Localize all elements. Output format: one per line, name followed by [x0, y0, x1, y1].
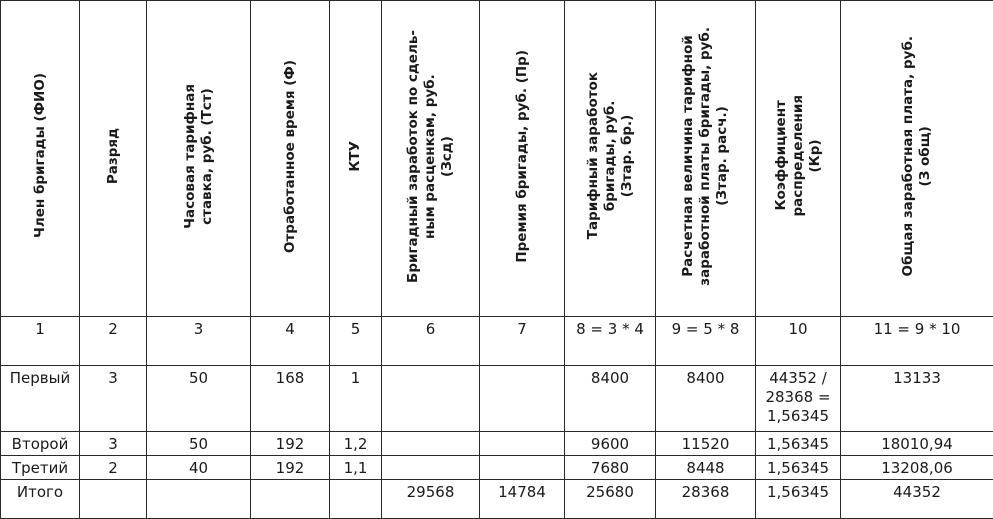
hours-cell: 192 [251, 456, 330, 480]
ktu-cell: 1 [330, 366, 382, 432]
totals-row [1, 480, 993, 519]
header-row [1, 1, 993, 317]
tariff-cell: 7680 [565, 456, 656, 480]
total-wage-cell: 18010,94 [841, 432, 993, 456]
grade-cell: 2 [80, 456, 147, 480]
column-number: 7 [480, 317, 565, 366]
bonus-cell [480, 432, 565, 456]
grade-cell: 3 [80, 432, 147, 456]
coef-cell: 1,56345 [756, 432, 841, 456]
member-name-cell: Первый [1, 366, 80, 432]
ktu-cell: 1,2 [330, 432, 382, 456]
header-total-wage: Общая заработная плата, руб. (З общ) [841, 1, 993, 317]
rate-cell [147, 480, 251, 519]
member-name-cell: Второй [1, 432, 80, 456]
header-grade: Разряд [80, 1, 147, 317]
header-ktu: КТУ [330, 1, 382, 317]
header-distribution-coef: Коэффициент распределения (Кр) [756, 1, 841, 317]
coef-cell: 1,56345 [756, 480, 841, 519]
hours-cell: 192 [251, 432, 330, 456]
rate-cell: 40 [147, 456, 251, 480]
calc-tariff-cell: 28368 [656, 480, 756, 519]
column-number: 6 [382, 317, 480, 366]
bonus-cell [480, 456, 565, 480]
tariff-cell: 8400 [565, 366, 656, 432]
header-calc-tariff: Расчетная величина тарифной заработной платы бригады, руб. (Зтар. расч.) [656, 1, 756, 317]
header-member-name: Член бригады (ФИО) [1, 1, 80, 317]
table-row [1, 432, 993, 456]
piece-earnings-cell [382, 456, 480, 480]
header-piece-earnings: Бригадный заработок по сдель- ным расценкам, руб. (Зсд) [382, 1, 480, 317]
column-number: 1 [1, 317, 80, 366]
column-number: 3 [147, 317, 251, 366]
column-number: 11 = 9 * 10 [841, 317, 993, 366]
table-row [1, 366, 993, 432]
calc-tariff-cell: 8448 [656, 456, 756, 480]
column-number: 8 = 3 * 4 [565, 317, 656, 366]
total-wage-cell: 13133 [841, 366, 993, 432]
piece-earnings-cell [382, 432, 480, 456]
column-number: 9 = 5 * 8 [656, 317, 756, 366]
rate-cell: 50 [147, 432, 251, 456]
column-number: 5 [330, 317, 382, 366]
piece-earnings-cell: 29568 [382, 480, 480, 519]
table-row [1, 456, 993, 480]
ktu-cell [330, 480, 382, 519]
header-hourly-rate: Часовая тарифная ставка, руб. (Тст) [147, 1, 251, 317]
tariff-cell: 25680 [565, 480, 656, 519]
header-tariff-earnings: Тарифный заработок бригады, руб. (Зтар. бр.) [565, 1, 656, 317]
header-bonus: Премия бригады, руб. (Пр) [480, 1, 565, 317]
member-name-cell: Итого [1, 480, 80, 519]
grade-cell: 3 [80, 366, 147, 432]
header-hours-worked: Отработанное время (Ф) [251, 1, 330, 317]
rate-cell: 50 [147, 366, 251, 432]
hours-cell: 168 [251, 366, 330, 432]
column-number: 4 [251, 317, 330, 366]
total-wage-cell: 13208,06 [841, 456, 993, 480]
column-number-row [1, 317, 993, 366]
bonus-cell [480, 366, 565, 432]
tariff-cell: 9600 [565, 432, 656, 456]
coef-cell: 44352 / 28368 = 1,56345 [756, 366, 841, 432]
piece-earnings-cell [382, 366, 480, 432]
calc-tariff-cell: 8400 [656, 366, 756, 432]
column-number: 10 [756, 317, 841, 366]
hours-cell [251, 480, 330, 519]
total-wage-cell: 44352 [841, 480, 993, 519]
member-name-cell: Третий [1, 456, 80, 480]
column-number: 2 [80, 317, 147, 366]
grade-cell [80, 480, 147, 519]
calc-tariff-cell: 11520 [656, 432, 756, 456]
coef-cell: 1,56345 [756, 456, 841, 480]
bonus-cell: 14784 [480, 480, 565, 519]
ktu-cell: 1,1 [330, 456, 382, 480]
